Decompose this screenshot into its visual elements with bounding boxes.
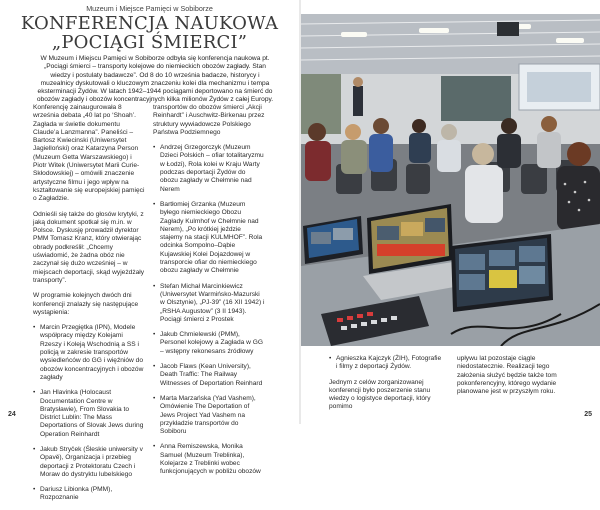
title-line-2: „POCIĄGI ŚMIERCI” (51, 32, 248, 53)
page-number-left: 24 (8, 411, 16, 418)
left-column-2 (153, 104, 265, 484)
list-item: • Jakub Chmielewski (PMM), Personel kolejowy a Zagłada w GG – wstępny rekonesans źródłowy (153, 331, 265, 356)
list-item: • Jacob Flaws (Kean University), Death Traffic: The Railway Witnesses of Deportation Reinhard (153, 363, 265, 388)
list-item: • Stefan Michał Marcinkiewicz (Uniwersytet Warmińsko-Mazurski w Olsztynie), „PJ-39” (16 XII 1942) i „RSHA Augustow” (3 II 1943). Pociągi śmierci z Prostek (153, 283, 265, 324)
paragraph: transportów do obozów śmierci „Akcji Reinhardt” i Auschwitz-Birkenau przez struktury wywiadowcze Polskiego Państwa Podziemnego (153, 104, 265, 136)
list-item: • Bartłomiej Grzanka (Muzeum byłego niemieckiego Obozu Zagłady Kulmhof w Chełmnie nad Nerem), „Po krótkiej jeździe stajemy na stacji KULMHOF”. Rola odcinka Sompolno–Dąbie Kujawskiej Kolei Dojazdowej w transporcie ofiar do niemieckiego obozu zagłady w Chełmnie (153, 201, 265, 276)
section-label: Muzeum i Miejsce Pamięci w Sobiborze (86, 4, 213, 13)
list-item: • Agnieszka Kajczyk (ŻIH), Fotografie i filmy z deportacji Żydów. (329, 355, 443, 372)
right-column-1 (329, 355, 443, 419)
list-item: • Marcin Przegiętka (IPN), Modele współpracy między Kolejami Rzeszy i Koleją Wschodnią a SS i policją w zakresie transportów wysiedleńców do GG i więźniów do obozów koncentracyjnych i obozów zagłady (33, 324, 146, 382)
right-column-2 (457, 355, 571, 403)
conference-photo-illustration (301, 14, 600, 346)
paragraph: Odnieśli się także do głosów krytyki, z jaką dokument spotkał się m.in. w Polsce. Dyskusję prowadził dyrektor PMM Tomasz Kranz, który otwierając obrady podkreślił: „Chcemy uświadomić, że żadna obóz nie zaczynał się dużo wcześniej – w miejscach deportacji, skąd wyjeżdżały transporty”. (33, 210, 145, 284)
paragraph: W programie kolejnych dwóch dni konferencji znalazły się następujące wystąpienia: (33, 292, 139, 316)
left-page (0, 0, 299, 502)
speaker-list (329, 355, 443, 372)
list-item: • Anna Remiszewska, Monika Samuel (Muzeum Treblinka), Kolejarze z Treblinki wobec funkcjonujących w pobliżu obozów (153, 443, 265, 476)
list-item: • Andrzej Grzegorczyk (Muzeum Dzieci Polskich – ofiar totalitaryzmu w Łodzi), Rola kolei w Kraju Warty podczas deportacji Żydów do obozu zagłady w Chełmnie nad Nerem (153, 144, 265, 194)
page-number-right: 25 (584, 411, 592, 418)
list-item: • Jakub Stryček (Śleskie uniwersity v Opavě), Organizacja i przebieg deportacji z Protektoratu Czech i Moraw do dystryktu lubelskiego (33, 446, 146, 479)
list-item: • Dariusz Libionka (PMM), Rozpoznanie (33, 486, 146, 503)
paragraph: Jednym z celów zorganizowanej konferencji było poszerzenie stanu wiedzy o logistyce deportacji, który pomimo (329, 378, 431, 411)
paragraph: Konferencję zainaugurowała 8 września debata „40 lat po ‘Shoah’. Zagłada w świetle dokumentu Claude’a Lanzmanna”. Paneliści – Bartosz Kwiecinski (Uniwersytet Jagielloński) oraz Katarzyna Person (Muzeum Getta Warszawskiego) i Piotr Witek (Uniwersytet Marii Curie-Skłodowskiej) – omówili znaczenie artystyczne filmu i jego wpływ na kształtowanie się europejskiej pamięci o Zagładzie. (33, 104, 145, 203)
list-item: • Jan Hlavinka (Holocaust Documentation Centre w Bratysławie), From Slovakia to District Lublin: The Mass Deportations of Slovak Jews during Operation Reinhardt (33, 389, 146, 439)
title-line-1: KONFERENCJA NAUKOWA (20, 13, 279, 34)
speaker-list (33, 324, 146, 503)
paragraph: upływu lat pozostaje ciągle niedostatecznie. Realizacji tego założenia służyć będzie także tom pokonferencyjny, którego wydanie planowane jest w przyszłym roku. (457, 355, 557, 396)
article-lead: W Muzeum i Miejscu Pamięci w Sobiborze odbyła się konferencja naukowa pt. „Pociągi śmierci – transporty kolejowe do niemieckich obozów zagłady. Stan wiedzy i postulaty badawcze”. Od 8 do 10 września badacze, historycy i muzealnicy dyskutowali o kluczowym znaczeniu kolei dla mechanizmu i tempa eksterminacji Żydów. W latach 1942–1944 pociągami deportowano na śmierć do obozów zagłady i obozów koncentracyjnych kilka milionów Żydów z całej Europy. (36, 55, 274, 104)
list-item: • Marta Marzańska (Yad Vashem), Omówienie The Deportation of Jews Project Yad Vashem na przykładzie transportów do Sobiboru (153, 395, 265, 436)
left-column-1 (33, 104, 146, 510)
conference-photo (301, 14, 600, 346)
speaker-list (153, 144, 265, 476)
right-page (301, 0, 600, 424)
article-title (0, 14, 299, 52)
